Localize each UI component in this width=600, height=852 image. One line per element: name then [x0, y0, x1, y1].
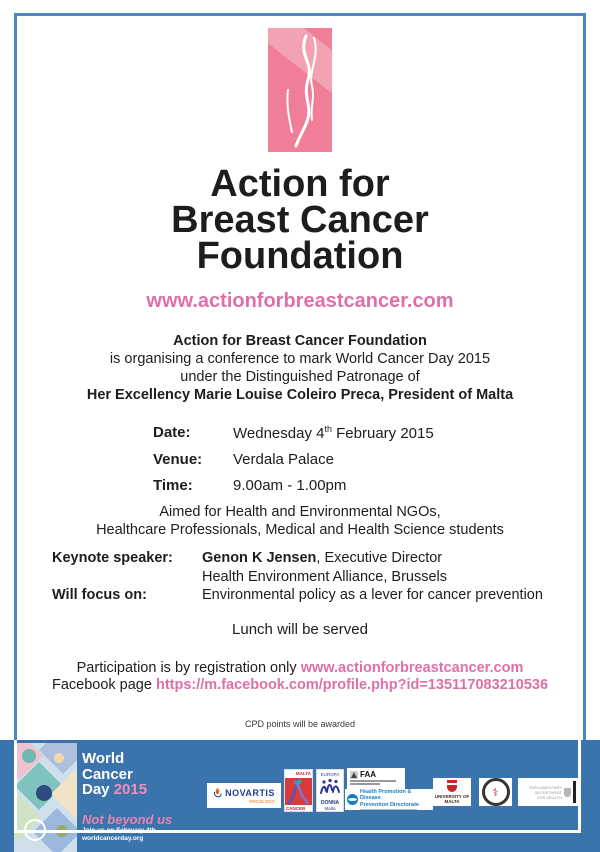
intro-line-2: is organising a conference to mark World Cancer Day 2015: [109, 351, 491, 367]
mosaic-circle: [22, 749, 36, 763]
caduceus-icon: ⚕: [492, 785, 499, 799]
medical-association-seal-logo: [479, 778, 512, 806]
europa-donna-logo: [316, 769, 344, 812]
cpd-note: CPD points will be awarded: [244, 719, 356, 729]
venue-label: Venue:: [153, 451, 203, 468]
university-name: UNIVERSITY OF MALTA: [434, 794, 470, 804]
website-url-row: [0, 290, 600, 313]
novartis-name: NOVARTIS: [225, 787, 275, 798]
cancer-malta-bottom-label: CANCER: [285, 805, 312, 812]
faa-smallprint-bar: [350, 780, 396, 782]
focus-label: Will focus on:: [52, 587, 147, 603]
venue-row: [153, 451, 434, 468]
title-line-3: Foundation: [196, 235, 404, 277]
wcd-tagline: Not beyond us: [82, 811, 173, 827]
novartis-oncology-label: ONCOLOGY: [248, 799, 275, 804]
cancer-malta-top-label: MALTA: [285, 770, 312, 778]
university-shield-icon: [447, 780, 457, 792]
banner-frame-right: [578, 740, 581, 833]
faa-smallprint-bar: [350, 783, 380, 785]
ribbon-curves-icon: [268, 28, 332, 152]
parl-divider-bar: [573, 781, 576, 803]
keynote-speaker-org: Health Environment Alliance, Brussels: [202, 568, 448, 585]
novartis-flame-icon: [213, 787, 222, 798]
cancer-malta-logo: [284, 769, 313, 812]
world-cancer-day-banner: [0, 740, 600, 852]
hp-line-2: Prevention Directorate: [360, 801, 419, 808]
parl-line-1: PARLIAMENTARY SECRETARIAT: [528, 784, 562, 795]
page-title: [0, 163, 600, 277]
keynote-row-3: [52, 586, 572, 605]
audience-line-1: Aimed for Health and Environmental NGOs,: [159, 504, 441, 520]
wcd-title: World Cancer Day 2015: [82, 750, 148, 798]
hp-smallprint-bar: [360, 809, 417, 810]
faa-name: FAA: [360, 770, 376, 779]
audience-text: [0, 503, 600, 539]
seal-ring-icon: [482, 778, 510, 806]
website-link[interactable]: www.actionforbreastcancer.com: [146, 290, 454, 312]
parliamentary-secretariat-logo: [518, 778, 578, 806]
banner-frame-bottom: [14, 830, 581, 833]
breast-cancer-ribbon-logo: [268, 28, 332, 152]
event-details: [153, 424, 434, 503]
title-line-2: Breast Cancer: [171, 199, 429, 241]
date-value: Wednesday 4th February 2015: [233, 424, 434, 442]
mosaic-circle: [36, 785, 52, 801]
keynote-row-1: [52, 549, 572, 568]
health-promotion-eye-icon: [347, 794, 358, 805]
date-label: Date:: [153, 424, 191, 441]
registration-section: [0, 660, 600, 693]
europa-malta-label: Malta: [324, 806, 336, 811]
registration-link[interactable]: www.actionforbreastcancer.com: [300, 660, 524, 676]
keynote-row-2: [52, 568, 572, 587]
intro-line-3: under the Distinguished Patronage of: [180, 369, 420, 385]
wcd-year: 2015: [113, 781, 148, 798]
hp-line-1: Health Promotion & Disease: [360, 789, 412, 801]
facebook-line: Facebook page https://m.facebook.com/profile.php?id=135117083210536: [51, 676, 549, 693]
novartis-logo: [207, 783, 281, 808]
wcd-text-block: [82, 751, 172, 843]
time-row: [153, 477, 434, 494]
wcd-mosaic-art: [14, 743, 77, 852]
intro-line-1: Action for Breast Cancer Foundation: [173, 333, 427, 349]
lunch-note: Lunch will be served: [232, 621, 368, 638]
europa-donna-figures-icon: [319, 777, 341, 795]
europa-label: EUROPA: [320, 772, 340, 777]
banner-frame-left: [14, 740, 17, 833]
title-line-1: Action for: [210, 163, 390, 205]
focus-value: Environmental policy as a lever for cancer prevention: [202, 587, 543, 603]
time-label: Time:: [153, 477, 193, 494]
mosaic-circle: [54, 753, 64, 763]
faa-logo: [347, 768, 405, 789]
time-value: 9.00am - 1.00pm: [233, 477, 347, 494]
health-promotion-logo: [345, 789, 433, 810]
keynote-speaker-label: Keynote speaker:: [52, 550, 173, 566]
purple-ribbon-figure-icon: [285, 778, 312, 805]
wcd-site-line: worldcancerday.org: [82, 834, 144, 842]
intro-paragraph: [0, 332, 600, 404]
keynote-section: [52, 549, 572, 605]
parl-line-2: FOR HEALTH: [536, 794, 562, 800]
cancer-malta-figure: [285, 778, 312, 805]
audience-line-2: Healthcare Professionals, Medical and Health Science students: [96, 522, 504, 538]
donna-label: DONNA: [320, 800, 340, 806]
keynote-speaker-value: Genon K Jensen, Executive Director: [202, 550, 443, 566]
faa-icon: [350, 771, 358, 779]
intro-line-4: Her Excellency Marie Louise Coleiro Preca, President of Malta: [86, 387, 514, 403]
malta-emblem-icon: [564, 788, 571, 797]
venue-value: Verdala Palace: [233, 451, 334, 468]
facebook-link[interactable]: https://m.facebook.com/profile.php?id=135117083210536: [155, 676, 549, 693]
date-row: [153, 424, 434, 442]
registration-line: Participation is by registration only www.actionforbreastcancer.com: [76, 660, 524, 676]
university-of-malta-logo: [433, 778, 471, 806]
